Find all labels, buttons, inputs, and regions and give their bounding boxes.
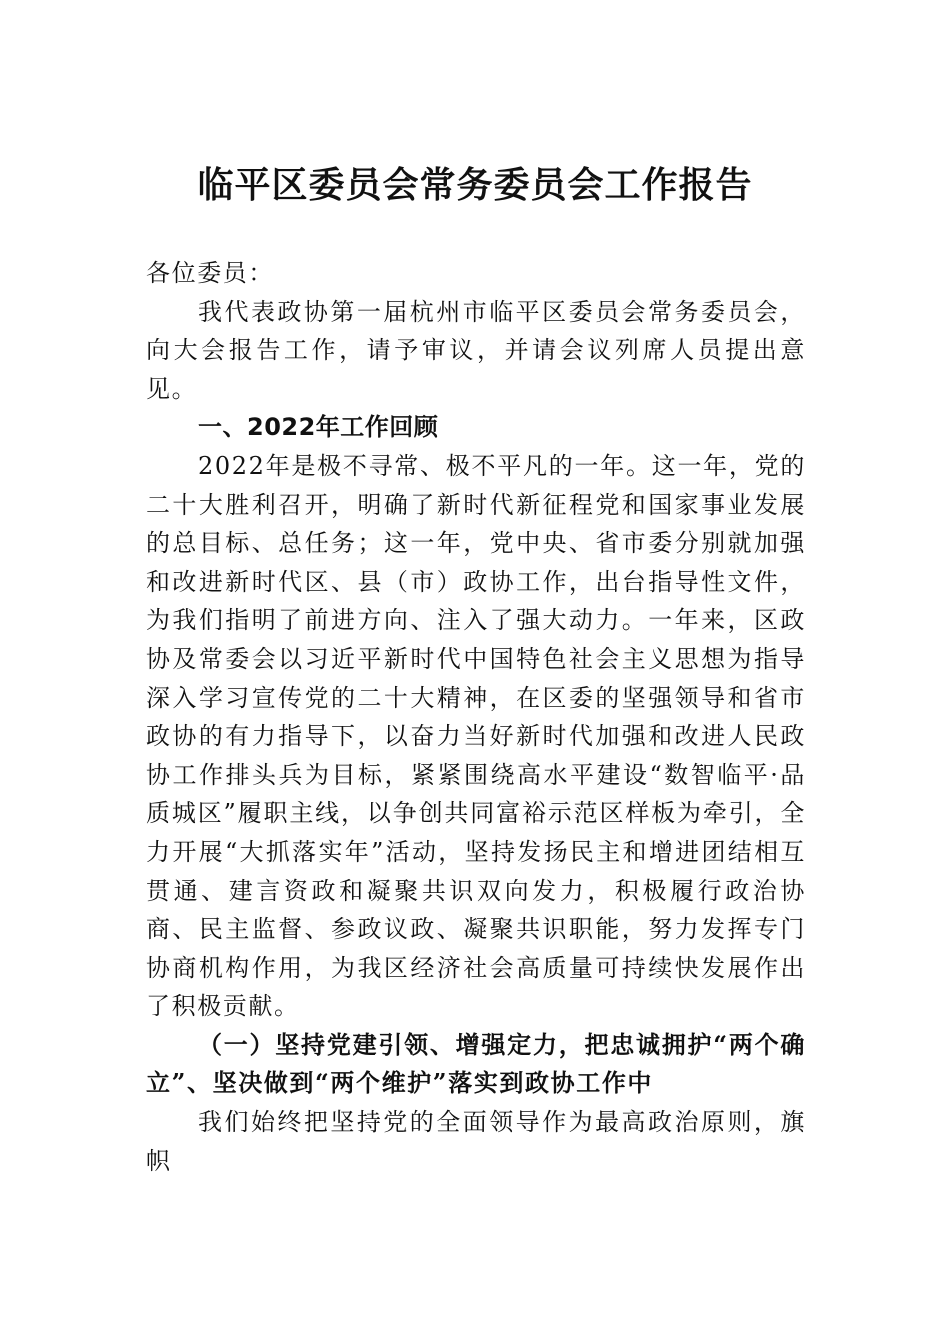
section-heading: 一、2022年工作回顾 — [198, 413, 439, 442]
salutation: 各位委员： — [146, 259, 274, 287]
document-title: 临平区委员会常务委员会工作报告 — [197, 164, 753, 206]
subsection-heading: （一）坚持党建引领、增强定力，把忠诚拥护“两个确立”、坚决做到“两个维护”落实到政协工作中 — [146, 1029, 806, 1098]
document-body — [146, 254, 806, 1180]
intro-paragraph: 我代表政协第一届杭州市临平区委员会常务委员会，向大会报告工作，请予审议，并请会议列席人员提出意见。 — [146, 297, 806, 403]
subsection-paragraph: 我们始终把坚持党的全面领导作为最高政治原则，旗帜 — [146, 1108, 806, 1175]
section-paragraph: 2022年是极不寻常、极不平凡的一年。这一年，党的二十大胜利召开，明确了新时代新征程党和国家事业发展的总目标、总任务；这一年，党中央、省市委分别就加强和改进新时代区、县（市）政协工作，出台指导性文件，为我们指明了前进方向、注入了强大动力。一年来，区政协及常委会以习近平新时代中国特色社会主义思想为指导深入学习宣传党的二十大精神，在区委的坚强领导和省市政协的有力指导下，以奋力当好新时代加强和改进人民政协工作排头兵为目标，紧紧围绕高水平建设“数智临平·品质城区”履职主线，以争创共同富裕示范区样板为牵引，全力开展“大抓落实年”活动，坚持发扬民主和增进团结相互贯通、建言资政和凝聚共识双向发力，积极履行政治协商、民主监督、参政议政、凝聚共识职能，努力发挥专门协商机构作用，为我区经济社会高质量可持续快发展作出了积极贡献。 — [146, 451, 806, 1021]
